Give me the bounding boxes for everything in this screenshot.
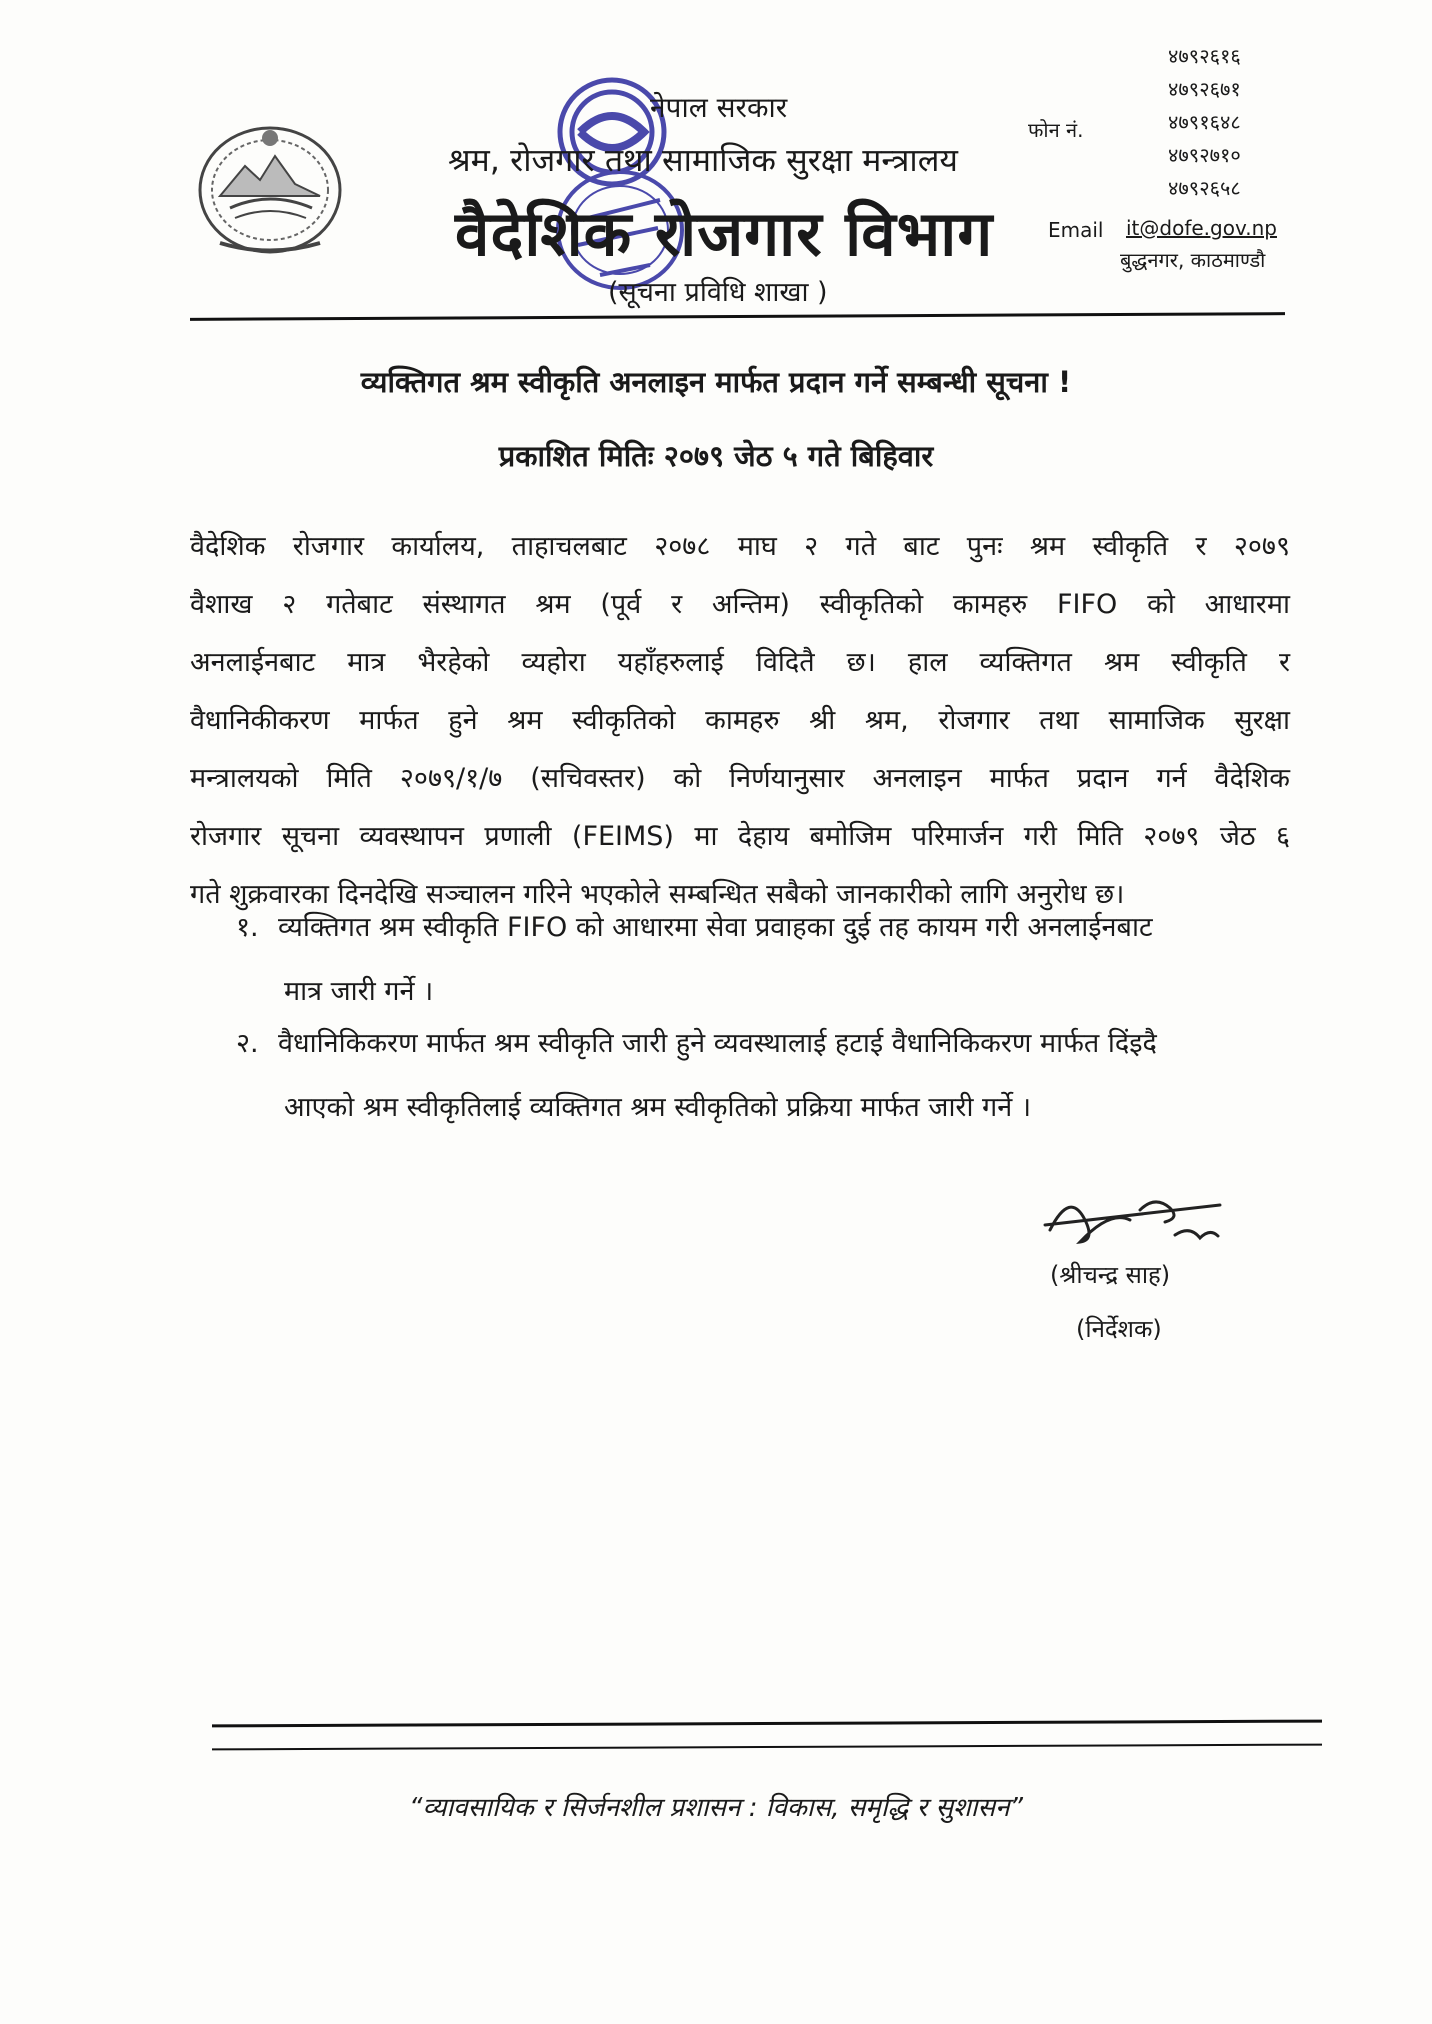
department-name: वैदेशिक रोजगार विभाग — [455, 197, 994, 270]
phone-number: ४७९२६१६ — [1168, 44, 1241, 68]
footer-divider — [212, 1720, 1322, 1728]
paragraph-line: गते शुक्रवारका दिनदेखि सञ्चालन गरिने भएकोले सम्बन्धित सबैको जानकारीको लागि अनुरोध छ। — [190, 879, 1125, 910]
government-name: नेपाल सरकार — [650, 91, 788, 124]
paragraph-line: वैशाख २ गतेबाट संस्थागत श्रम (पूर्व र अन्तिम) स्वीकृतिको कामहरु FIFO को आधारमा — [190, 589, 1290, 620]
nepal-emblem-icon — [190, 118, 350, 258]
section-name: (सूचना प्रविधि शाखा ) — [608, 277, 828, 308]
signatory-designation: (निर्देशक) — [1076, 1315, 1162, 1343]
notice-title: व्यक्तिगत श्रम स्वीकृति अनलाइन मार्फत प्रदान गर्ने सम्बन्धी सूचना ! — [360, 365, 1072, 399]
footer-divider — [212, 1744, 1322, 1751]
list-item-text: व्यक्तिगत श्रम स्वीकृति FIFO को आधारमा सेवा प्रवाहका दुई तह कायम गरी अनलाईनबाट — [278, 912, 1153, 943]
ministry-name: श्रम, रोजगार तथा सामाजिक सुरक्षा मन्त्रालय — [448, 141, 958, 179]
list-item — [236, 896, 1296, 1024]
paragraph-line: मन्त्रालयको मिति २०७९/१/७ (सचिवस्तर) को निर्णयानुसार अनलाइन मार्फत प्रदान गर्न वैदेशिक — [190, 763, 1290, 794]
phone-number: ४७९२६५८ — [1168, 176, 1241, 200]
phone-list — [1168, 40, 1241, 205]
paragraph-line: वैदेशिक रोजगार कार्यालय, ताहाचलबाट २०७८ माघ २ गते बाट पुनः श्रम स्वीकृति र २०७९ — [190, 531, 1290, 562]
phone-number: ४७९१६४८ — [1168, 110, 1241, 134]
paragraph-line: रोजगार सूचना व्यवस्थापन प्रणाली (FEIMS) मा देहाय बमोजिम परिमार्जन गरी मिति २०७९ जेठ ६ — [190, 821, 1290, 852]
list-item-number: १. — [236, 912, 259, 943]
phone-label: फोन नं. — [1028, 118, 1084, 142]
address: बुद्धनगर, काठमाण्डौ — [1120, 248, 1266, 272]
published-date: प्रकाशित मितिः २०७९ जेठ ५ गते बिहिवार — [498, 439, 934, 473]
email-link[interactable]: it@dofe.gov.np — [1126, 216, 1277, 240]
signature-icon — [1040, 1180, 1230, 1260]
list-item-text: आएको श्रम स्वीकृतिलाई व्यक्तिगत श्रम स्वीकृतिको प्रक्रिया मार्फत जारी गर्ने । — [284, 1092, 1032, 1123]
phone-number: ४७९२७१० — [1168, 143, 1241, 167]
header-divider — [190, 312, 1285, 321]
list-item-text: वैधानिकिकरण मार्फत श्रम स्वीकृति जारी हुने व्यवस्थालाई हटाई वैधानिकिकरण मार्फत दिंइदै — [278, 1028, 1157, 1059]
list-item — [236, 1012, 1296, 1140]
email-label: Email — [1048, 218, 1104, 242]
paragraph-line: अनलाईनबाट मात्र भैरहेको व्यहोरा यहाँहरुलाई विदितै छ। हाल व्यक्तिगत श्रम स्वीकृति र — [190, 647, 1290, 678]
paragraph-line: वैधानिकीकरण मार्फत हुने श्रम स्वीकृतिको कामहरु श्री श्रम, रोजगार तथा सामाजिक सुरक्षा — [190, 705, 1290, 736]
list-item-text: मात्र जारी गर्ने । — [284, 976, 434, 1007]
list-item-number: २. — [236, 1028, 259, 1059]
phone-number: ४७९२६७१ — [1168, 77, 1241, 101]
footer-motto: “व्यावसायिक र सिर्जनशील प्रशासन : विकास, समृद्धि र सुशासन” — [409, 1793, 1023, 1823]
notice-paragraph — [190, 518, 1290, 924]
signatory-name: (श्रीचन्द्र साह) — [1050, 1261, 1171, 1289]
